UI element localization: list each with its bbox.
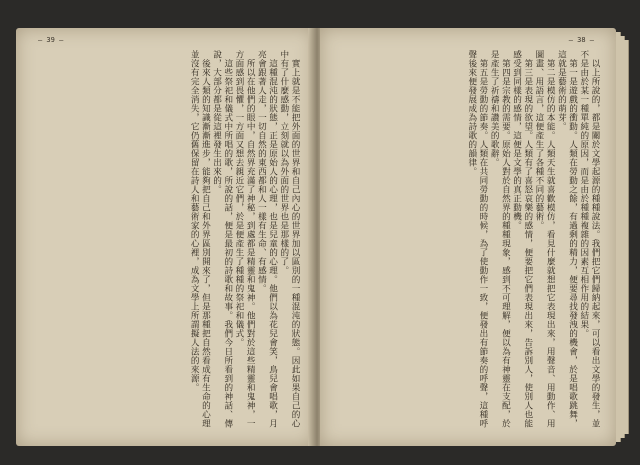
paragraph: 第一是遊戲的衝動。人類在勞動之餘，有過剩的精力，便要尋找發洩的機會，於是唱歌跳舞，這就是藝術的萌芽。	[556, 50, 578, 428]
left-page	[16, 28, 314, 446]
right-page-number: — 38 —	[568, 36, 594, 44]
paragraph: 第五是勞動的節奏。人類在共同勞動的時候，為了使動作一致，便發出有節奏的呼聲，這種呼聲後來便發展成為詩歌的韻律。	[466, 50, 488, 428]
paragraph: 所以在他們的眼中，自然界充滿了神秘，到處都是精靈和鬼神。他們對於這些精靈和鬼神，一方面感到畏懼，一方面又想去親近它們，於是便產生了種種的祭祀和儀式。	[233, 50, 256, 428]
page-edge	[623, 40, 629, 434]
paragraph: 後來人類的知識漸漸進步，能夠把自己和外界區別開來了，但是那種把自然看成有生命的心理並沒有完全消失，它仍舊保留在詩人和藝術家的心裡，成為文學上所謂擬人法的來源。	[189, 50, 211, 428]
paragraph: 第二是模仿的本能。人類天生就喜歡模仿，看見什麼就想把它表現出來，用聲音、用動作、用圖畫、用語言，這便產生了各種不同的藝術。	[533, 50, 556, 428]
left-page-text	[30, 50, 300, 434]
left-page-number: — 39 —	[38, 36, 64, 44]
right-page-text	[332, 50, 600, 434]
paragraph: 以上所說的，都是關於文學起源的種種說法。我們把它們歸納起來，可以看出文學的發生，並不是由於某一種單純的原因，而是由於種種複雜的因素互相作用的結果。	[578, 50, 600, 428]
right-page	[320, 28, 616, 446]
paragraph: 實上就是不能把外面的世界和自己內心的世界加以區別的一種混沌的狀態。因此如果自己的心中有了什麼感動，立刻就以為外面的世界也是那樣的了。	[278, 50, 300, 428]
paragraph: 這種混沌的狀態，正是原始人的心理，也是兒童的心理。他們以為花兒會笑，鳥兒會唱歌，月亮會跟著人走，一切自然的東西都和人一樣有生命、有感情。	[256, 50, 278, 428]
paragraph: 第三是表現的欲望。人類有了喜怒哀樂的感情，便要把它們表現出來，告訴別人，使別人也能感受到同樣的感情，這便是文學的真正動機。	[511, 50, 533, 428]
paragraph: 這些祭祀和儀式中所唱的歌，所說的話，便是最初的詩歌和故事。我們今日所看到的神話、傳說，大部分都是從這裡發生出來的。	[211, 50, 233, 428]
open-book	[8, 6, 632, 458]
paragraph: 第四是宗教的需要。原始人對於自然界的種種現象，感到不可理解，便以為有神靈在支配，於是產生了祈禱和讚美的歌辭。	[489, 50, 511, 428]
